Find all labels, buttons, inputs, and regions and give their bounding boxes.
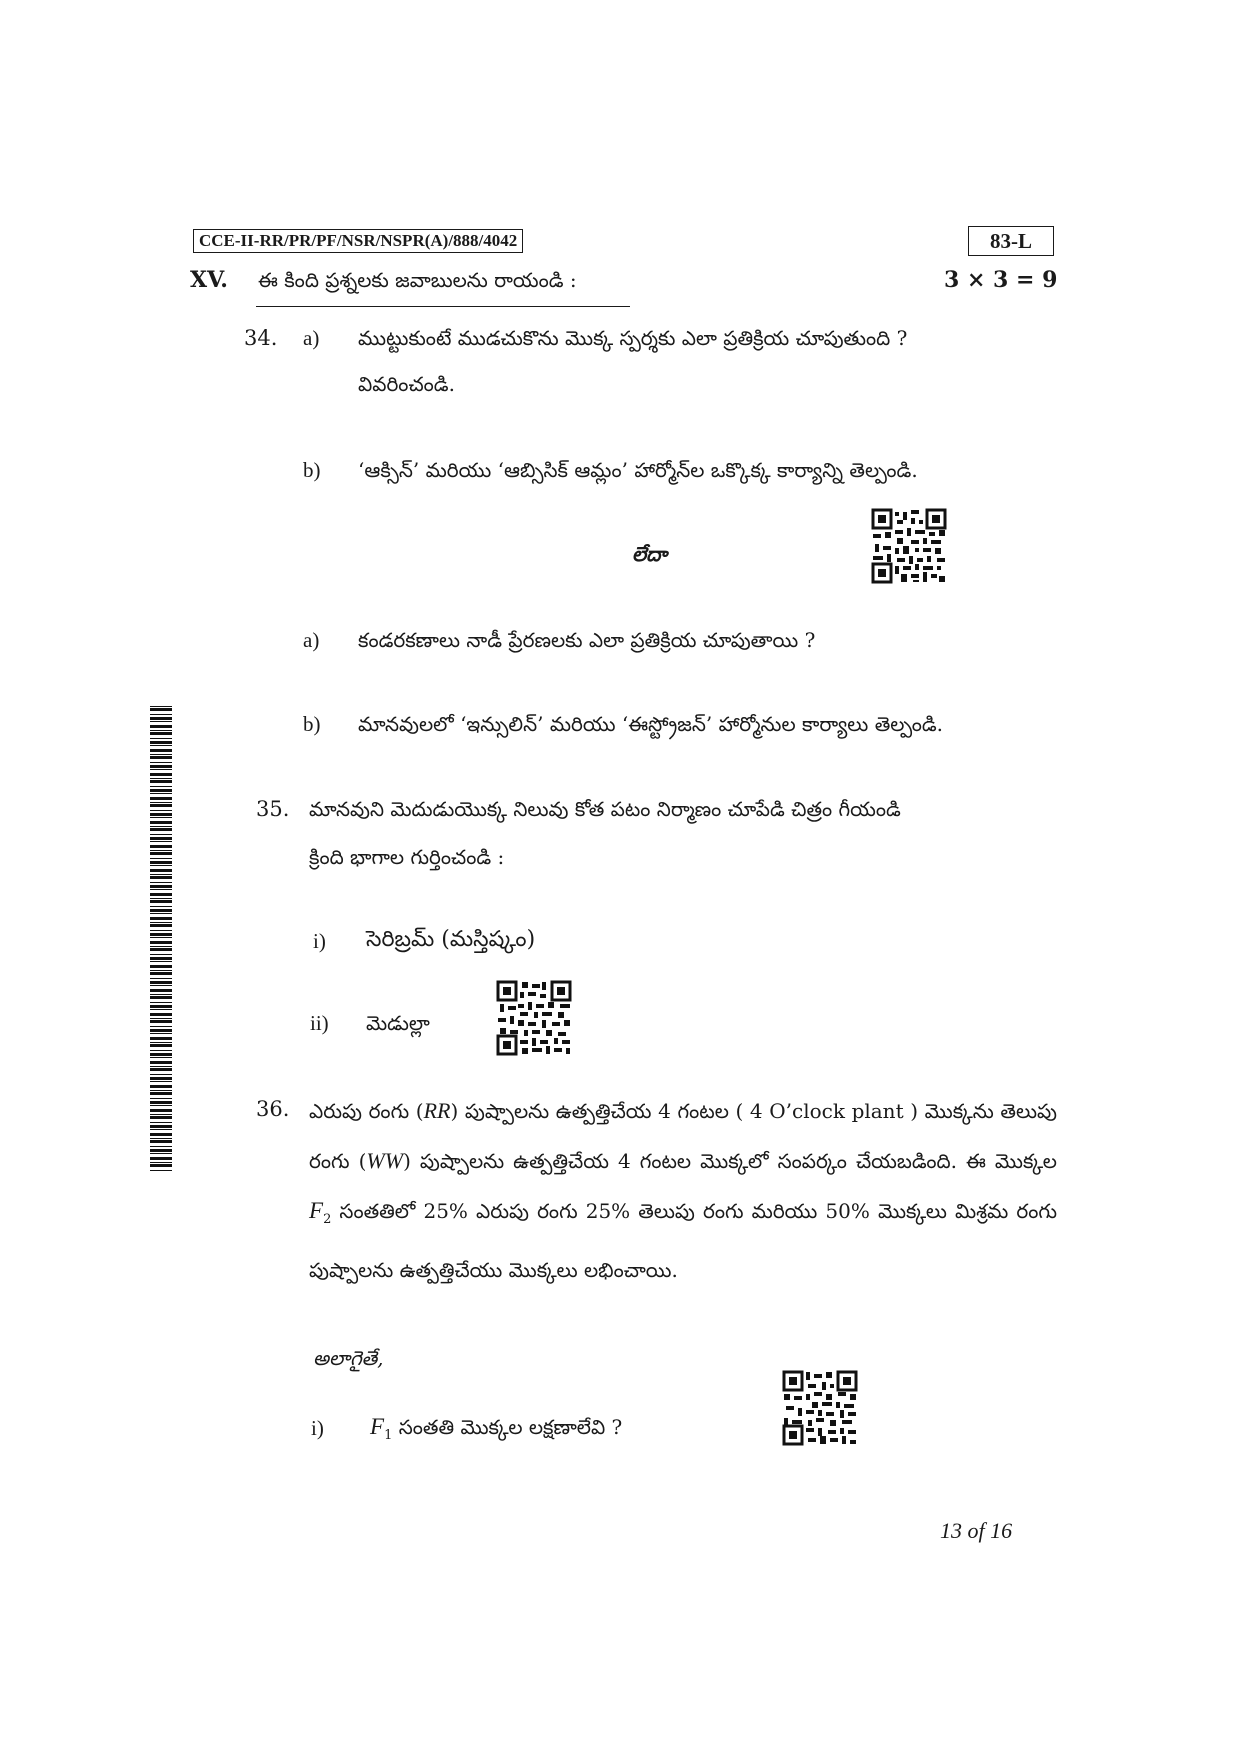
- q36-i-text: $F_1$ సంతతి మొక్కల లక్షణాలేవి ?: [370, 1414, 623, 1443]
- q34-alt-b-text: మానవులలో ‘ఇన్సులిన్’ మరియు ‘ఈస్ట్రోజన్’ హార్మోనుల కార్యాలు తెల్పండి.: [358, 712, 943, 736]
- section-underline: [256, 306, 630, 307]
- section-number: XV.: [190, 267, 228, 293]
- qr-code-icon: [871, 508, 947, 584]
- q34-a-line2: వివరించండి.: [358, 372, 455, 396]
- set-code: 83-L: [968, 226, 1054, 256]
- q36-number: 36.: [256, 1097, 290, 1121]
- q34-number: 34.: [244, 326, 278, 350]
- q34-a-line1: ముట్టుకుంటే ముడచుకొను మొక్క స్పర్శకు ఎలా ప్రతిక్రియ చూపుతుంది ?: [358, 326, 908, 350]
- q35-line2: క్రింది భాగాల గుర్తించండి :: [309, 845, 505, 869]
- q35-ii-label: ii): [310, 1011, 329, 1035]
- q34-b-label: b): [303, 458, 321, 482]
- q35-ii-text: మెడుల్లా: [366, 1011, 430, 1035]
- barcode-icon: [150, 706, 172, 1172]
- q34-alt-b-label: b): [303, 712, 321, 736]
- section-marks: 3 × 3 = 9: [944, 267, 1058, 293]
- q35-i-label: i): [313, 929, 326, 953]
- q34-alt-a-label: a): [303, 628, 320, 652]
- section-instruction: ఈ కింది ప్రశ్నలకు జవాబులను రాయండి :: [258, 268, 577, 292]
- q34-alt-a-text: కండరకణాలు నాడీ ప్రేరణలకు ఎలా ప్రతిక్రియ చూపుతాయి ?: [358, 628, 816, 652]
- q35-line1: మానవుని మెదుడుయొక్క నిలువు కోత పటం నిర్మాణం చూపేడి చిత్రం గీయండి: [309, 797, 901, 821]
- q36-paragraph: ఎరుపు రంగు (RR) పుష్పాలను ఉత్పత్తిచేయ 4 గంటల ( 4 O’clock plant ) మొక్కను తెలుపు రంగు (WW) పుష్పాలను ఉత్పత్తిచేయ 4 గంటల మొక్కలో సంపర్కం చేయబడింది. ఈ మొక్కల $F_2$ సంతతిలో 25% ఎరుపు రంగు 25% తెలుపు రంగు మరియు 50% మొక్కలు మిశ్రమ రంగు పుష్పాలను ఉత్పత్తిచేయు మొక్కలు లభించాయి.: [309, 1098, 1058, 1282]
- page-number: 13 of 16: [940, 1518, 1013, 1543]
- q35-number: 35.: [256, 797, 290, 821]
- qr-code-icon: [782, 1370, 858, 1446]
- qr-code-icon: [496, 980, 572, 1056]
- q34-b-text: ‘ఆక్సిన్’ మరియు ‘ఆబ్సిసిక్ ఆమ్లం’ హార్మోన్‌ల ఒక్కొక్క కార్యాన్ని తెల్పండి.: [358, 458, 918, 482]
- paper-code: CCE-II-RR/PR/PF/NSR/NSPR(A)/888/4042: [193, 229, 523, 253]
- q36-then: అలాగైతే,: [313, 1346, 384, 1370]
- or-label: లేదా: [632, 542, 667, 566]
- q35-i-text: సెరిబ్రమ్ (మస్తిష్కం): [366, 927, 536, 952]
- q34-a-label: a): [303, 326, 320, 350]
- q36-i-label: i): [311, 1416, 324, 1440]
